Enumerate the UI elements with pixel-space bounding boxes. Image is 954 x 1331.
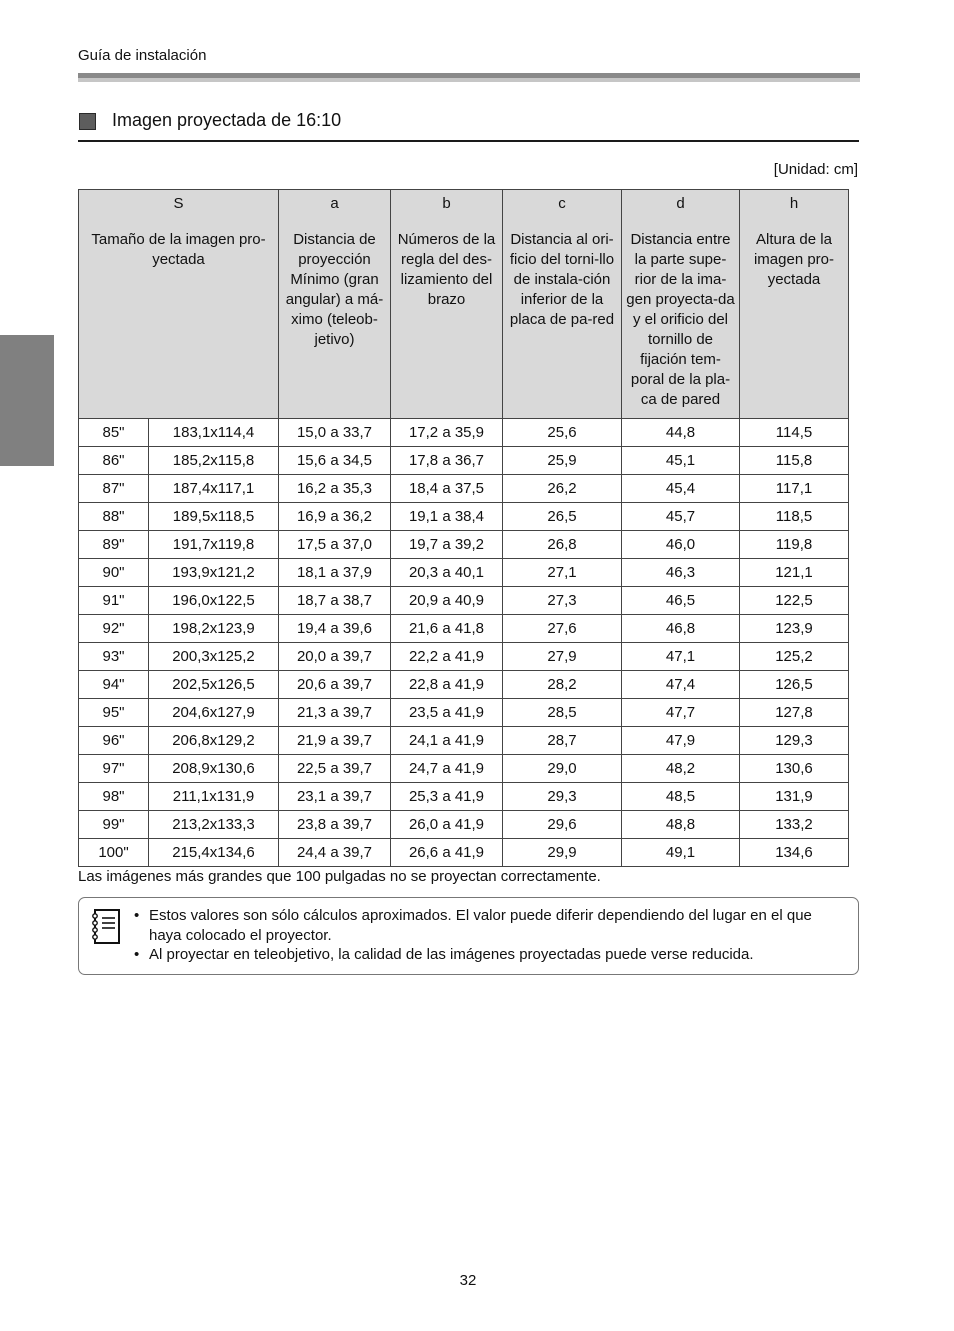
table-cell: 29,9 <box>503 839 622 867</box>
header-rule <box>78 73 860 82</box>
column-letter: a <box>330 195 339 212</box>
column-header-d <box>622 190 740 419</box>
page-number: 32 <box>459 1272 477 1289</box>
column-header-b <box>391 190 503 419</box>
table-cell: 24,7 a 41,9 <box>391 755 503 783</box>
table-cell: 16,9 a 36,2 <box>279 503 391 531</box>
running-header: Guía de instalación <box>78 47 207 64</box>
table-row <box>79 475 849 503</box>
table-cell: 45,7 <box>622 503 740 531</box>
table-cell: 46,8 <box>622 615 740 643</box>
table-cell: 127,8 <box>740 699 849 727</box>
unit-label: [Unidad: cm] <box>773 161 858 178</box>
table-cell: 17,8 a 36,7 <box>391 447 503 475</box>
section-title: Imagen proyectada de 16:10 <box>112 110 342 130</box>
column-letter: c <box>558 195 566 212</box>
table-cell: 196,0x122,5 <box>149 587 279 615</box>
table-row <box>79 671 849 699</box>
table-cell: 27,6 <box>503 615 622 643</box>
column-description: Distancia de proyección Mínimo (gran angular) a má-ximo (teleob-jetivo) <box>285 231 384 348</box>
table-cell: 129,3 <box>740 727 849 755</box>
column-description: Distancia al ori-ficio del torni-llo de instala-ción inferior de la placa de pa-red <box>509 231 615 328</box>
table-cell: 96" <box>79 727 149 755</box>
table-cell: 20,0 a 39,7 <box>279 643 391 671</box>
column-letter: b <box>442 195 451 212</box>
table-cell: 20,6 a 39,7 <box>279 671 391 699</box>
table-cell: 26,0 a 41,9 <box>391 811 503 839</box>
table-cell: 47,7 <box>622 699 740 727</box>
table-cell: 48,8 <box>622 811 740 839</box>
projection-distance-table <box>78 189 849 867</box>
table-cell: 206,8x129,2 <box>149 727 279 755</box>
column-description: Altura de la imagen pro-yectada <box>753 231 835 288</box>
table-cell: 27,3 <box>503 587 622 615</box>
note-icon <box>89 908 123 946</box>
table-cell: 100" <box>79 839 149 867</box>
table-cell: 21,9 a 39,7 <box>279 727 391 755</box>
column-description: Números de la regla del des-lizamiento del brazo <box>397 231 496 308</box>
table-cell: 92" <box>79 615 149 643</box>
table-cell: 48,2 <box>622 755 740 783</box>
table-cell: 189,5x118,5 <box>149 503 279 531</box>
table-cell: 130,6 <box>740 755 849 783</box>
table-cell: 193,9x121,2 <box>149 559 279 587</box>
table-cell: 126,5 <box>740 671 849 699</box>
table-cell: 17,5 a 37,0 <box>279 531 391 559</box>
table-cell: 25,9 <box>503 447 622 475</box>
table-cell: 131,9 <box>740 783 849 811</box>
table-cell: 23,5 a 41,9 <box>391 699 503 727</box>
table-cell: 24,4 a 39,7 <box>279 839 391 867</box>
table-row <box>79 811 849 839</box>
table-cell: 28,7 <box>503 727 622 755</box>
table-cell: 17,2 a 35,9 <box>391 419 503 447</box>
table-cell: 18,1 a 37,9 <box>279 559 391 587</box>
table-cell: 125,2 <box>740 643 849 671</box>
column-description: Distancia entre la parte supe-rior de la ima-gen proyecta-da y el orificio del tornillo de fijación tem-poral de la pla-ca de pared <box>626 231 735 408</box>
table-cell: 204,6x127,9 <box>149 699 279 727</box>
table-cell: 95" <box>79 699 149 727</box>
table-row <box>79 615 849 643</box>
table-cell: 18,7 a 38,7 <box>279 587 391 615</box>
table-cell: 183,1x114,4 <box>149 419 279 447</box>
table-cell: 47,9 <box>622 727 740 755</box>
table-row <box>79 839 849 867</box>
table-cell: 215,4x134,6 <box>149 839 279 867</box>
table-cell: 85" <box>79 419 149 447</box>
chapter-side-tab <box>0 335 54 466</box>
table-cell: 26,8 <box>503 531 622 559</box>
table-cell: 47,1 <box>622 643 740 671</box>
table-cell: 28,2 <box>503 671 622 699</box>
table-cell: 20,9 a 40,9 <box>391 587 503 615</box>
table-cell: 121,1 <box>740 559 849 587</box>
table-cell: 28,5 <box>503 699 622 727</box>
table-cell: 208,9x130,6 <box>149 755 279 783</box>
table-cell: 47,4 <box>622 671 740 699</box>
table-cell: 45,1 <box>622 447 740 475</box>
column-letter: d <box>676 195 685 212</box>
table-cell: 19,7 a 39,2 <box>391 531 503 559</box>
table-row <box>79 727 849 755</box>
table-row <box>79 447 849 475</box>
column-header-c <box>503 190 622 419</box>
table-cell: 25,6 <box>503 419 622 447</box>
table-cell: 114,5 <box>740 419 849 447</box>
column-header-s <box>79 190 279 419</box>
table-row <box>79 699 849 727</box>
table-cell: 89" <box>79 531 149 559</box>
table-cell: 44,8 <box>622 419 740 447</box>
table-cell: 191,7x119,8 <box>149 531 279 559</box>
table-cell: 26,5 <box>503 503 622 531</box>
table-cell: 46,0 <box>622 531 740 559</box>
section-marker-icon <box>79 113 96 130</box>
table-row <box>79 755 849 783</box>
table-row <box>79 587 849 615</box>
table-cell: 15,6 a 34,5 <box>279 447 391 475</box>
table-cell: 22,5 a 39,7 <box>279 755 391 783</box>
table-cell: 22,8 a 41,9 <box>391 671 503 699</box>
table-body <box>79 419 849 867</box>
footnote: Las imágenes más grandes que 100 pulgadas no se proyectan correctamente. <box>78 868 601 885</box>
table-cell: 46,3 <box>622 559 740 587</box>
table-cell: 97" <box>79 755 149 783</box>
column-description: Tamaño de la imagen pro-yectada <box>91 231 266 268</box>
table-cell: 49,1 <box>622 839 740 867</box>
table-cell: 19,4 a 39,6 <box>279 615 391 643</box>
table-row <box>79 643 849 671</box>
column-header-h <box>740 190 849 419</box>
table-row <box>79 503 849 531</box>
table-cell: 25,3 a 41,9 <box>391 783 503 811</box>
table-cell: 27,1 <box>503 559 622 587</box>
table-cell: 94" <box>79 671 149 699</box>
table-cell: 20,3 a 40,1 <box>391 559 503 587</box>
table-cell: 29,6 <box>503 811 622 839</box>
table-cell: 134,6 <box>740 839 849 867</box>
table-cell: 122,5 <box>740 587 849 615</box>
table-cell: 118,5 <box>740 503 849 531</box>
table-cell: 45,4 <box>622 475 740 503</box>
table-cell: 133,2 <box>740 811 849 839</box>
column-letter: S <box>173 195 184 212</box>
table-cell: 202,5x126,5 <box>149 671 279 699</box>
table-cell: 90" <box>79 559 149 587</box>
table-row <box>79 419 849 447</box>
table-cell: 19,1 a 38,4 <box>391 503 503 531</box>
table-cell: 88" <box>79 503 149 531</box>
column-header-a <box>279 190 391 419</box>
table-header-row <box>79 190 849 419</box>
table-row <box>79 783 849 811</box>
note-item: • Estos valores son sólo cálculos aproximados. El valor puede diferir dependiendo del lugar en el que haya colocado el proyector. <box>133 906 844 945</box>
table-cell: 23,1 a 39,7 <box>279 783 391 811</box>
table-cell: 21,6 a 41,8 <box>391 615 503 643</box>
table-cell: 26,6 a 41,9 <box>391 839 503 867</box>
note-item: • Al proyectar en teleobjetivo, la calidad de las imágenes proyectadas puede verse reducida. <box>133 945 844 965</box>
table-cell: 46,5 <box>622 587 740 615</box>
column-letter: h <box>789 195 799 212</box>
note-box <box>78 897 859 975</box>
table-cell: 198,2x123,9 <box>149 615 279 643</box>
table-cell: 213,2x133,3 <box>149 811 279 839</box>
table-cell: 99" <box>79 811 149 839</box>
section-heading <box>78 109 859 142</box>
table-cell: 117,1 <box>740 475 849 503</box>
table-cell: 185,2x115,8 <box>149 447 279 475</box>
table-cell: 211,1x131,9 <box>149 783 279 811</box>
table-row <box>79 559 849 587</box>
table-cell: 21,3 a 39,7 <box>279 699 391 727</box>
table-cell: 200,3x125,2 <box>149 643 279 671</box>
table-cell: 26,2 <box>503 475 622 503</box>
table-cell: 24,1 a 41,9 <box>391 727 503 755</box>
table-cell: 115,8 <box>740 447 849 475</box>
table-cell: 93" <box>79 643 149 671</box>
table-cell: 119,8 <box>740 531 849 559</box>
table-cell: 87" <box>79 475 149 503</box>
table-cell: 18,4 a 37,5 <box>391 475 503 503</box>
table-cell: 29,3 <box>503 783 622 811</box>
table-cell: 27,9 <box>503 643 622 671</box>
table-cell: 29,0 <box>503 755 622 783</box>
table-row <box>79 531 849 559</box>
table-cell: 98" <box>79 783 149 811</box>
table-cell: 123,9 <box>740 615 849 643</box>
table-cell: 48,5 <box>622 783 740 811</box>
table-cell: 86" <box>79 447 149 475</box>
table-cell: 16,2 a 35,3 <box>279 475 391 503</box>
note-list <box>133 906 844 965</box>
table-cell: 15,0 a 33,7 <box>279 419 391 447</box>
table-cell: 23,8 a 39,7 <box>279 811 391 839</box>
table-cell: 22,2 a 41,9 <box>391 643 503 671</box>
table-cell: 187,4x117,1 <box>149 475 279 503</box>
table-cell: 91" <box>79 587 149 615</box>
